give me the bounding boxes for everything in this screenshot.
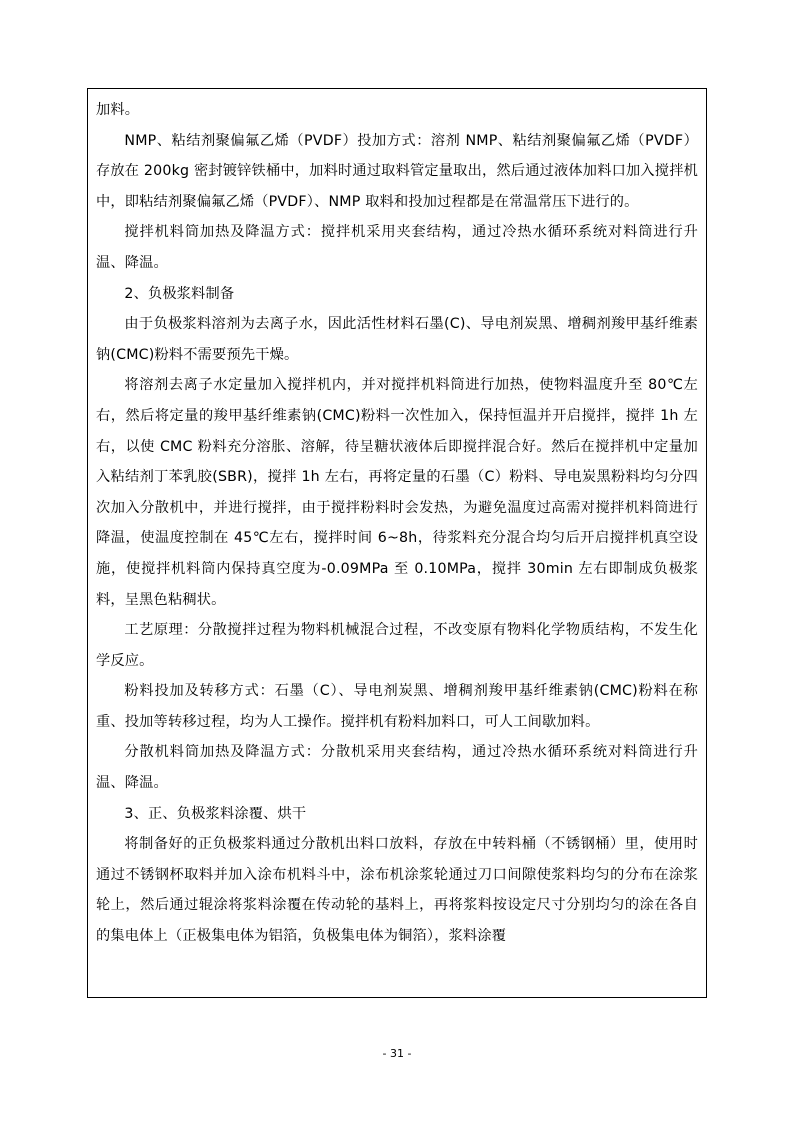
page-number: - 31 - (382, 1047, 412, 1060)
section-heading-coating-drying: 3、正、负极浆料涂覆、烘干 (124, 805, 307, 822)
paragraph-continuation: 加料。 (96, 102, 140, 118)
content-frame (87, 88, 707, 998)
paragraph-anode-process: 将溶剂去离子水定量加入搅拌机内，并对搅拌机料筒进行加热，使物料温度升至 80℃左右，然后将定量的羧甲基纤维素钠(CMC)粉料一次性加入，保持恒温并开启搅拌，搅拌 1h 左右，以使 CMC 粉料充分溶胀、溶解，待呈糖状液体后即搅拌混合好。然后在搅拌机中定量加入粘结剂丁苯乳胶(SBR)，搅拌 1h 左右，再将定量的石墨（C）粉料、导电炭黑粉料均匀分四次加入分散机中，并进行搅拌，由于搅拌粉料时会发热，为避免温度过高需对搅拌机料筒进行降温，使温度控制在 45℃左右，搅拌时间 6~8h，待浆料充分混合均匀后开启搅拌机真空设施，使搅拌机料筒内保持真空度为-0.09MPa 至 0.10MPa，搅拌 30min 左右即制成负极浆料，呈黑色粘稠状。 (96, 377, 698, 608)
paragraph-powder-feeding: 粉料投加及转移方式：石墨（C）、导电剂炭黑、增稠剂羧甲基纤维素钠(CMC)粉料在称重、投加等转移过程，均为人工操作。搅拌机有粉料加料口，可人工间歇加料。 (96, 683, 698, 730)
paragraph-disperser-heating-cooling: 分散机料筒加热及降温方式：分散机采用夹套结构，通过冷热水循环系统对料筒进行升温、降温。 (96, 744, 698, 792)
paragraph-nmp-pvdf-feeding: NMP、粘结剂聚偏氟乙烯（PVDF）投加方式：溶剂 NMP、粘结剂聚偏氟乙烯（PVDF）存放在 200kg 密封镀锌铁桶中，加料时通过取料管定量取出，然后通过液体加料口加入搅拌机中，即粘结剂聚偏氟乙烯（PVDF）、NMP 取料和投加过程都是在常温常压下进行的。 (96, 132, 698, 210)
paragraph-process-principle: 工艺原理：分散搅拌过程为物料机械混合过程，不改变原有物料化学物质结构，不发生化学反应。 (96, 622, 698, 669)
paragraph-anode-solvent: 由于负极浆料溶剂为去离子水，因此活性材料石墨(C)、导电剂炭黑、增稠剂羧甲基纤维素钠(CMC)粉料不需要预先干燥。 (96, 316, 698, 363)
paragraph-mixer-heating-cooling: 搅拌机料筒加热及降温方式：搅拌机采用夹套结构，通过冷热水循环系统对料筒进行升温、降温。 (96, 224, 698, 271)
section-heading-anode-slurry: 2、负极浆料制备 (124, 285, 235, 302)
paragraph-coating-process: 将制备好的正负极浆料通过分散机出料口放料，存放在中转料桶（不锈钢桶）里，使用时通过不锈钢杯取料并加入涂布机料斗中，涂布机涂浆轮通过刀口间隙使浆料均匀的分布在涂浆轮上，然后通过辊涂将浆料涂覆在传动轮的基料上，再将浆料按设定尺寸分别均匀的涂在各自的集电体上（正极集电体为铝箔，负极集电体为铜箔），浆料涂覆 (96, 836, 698, 945)
